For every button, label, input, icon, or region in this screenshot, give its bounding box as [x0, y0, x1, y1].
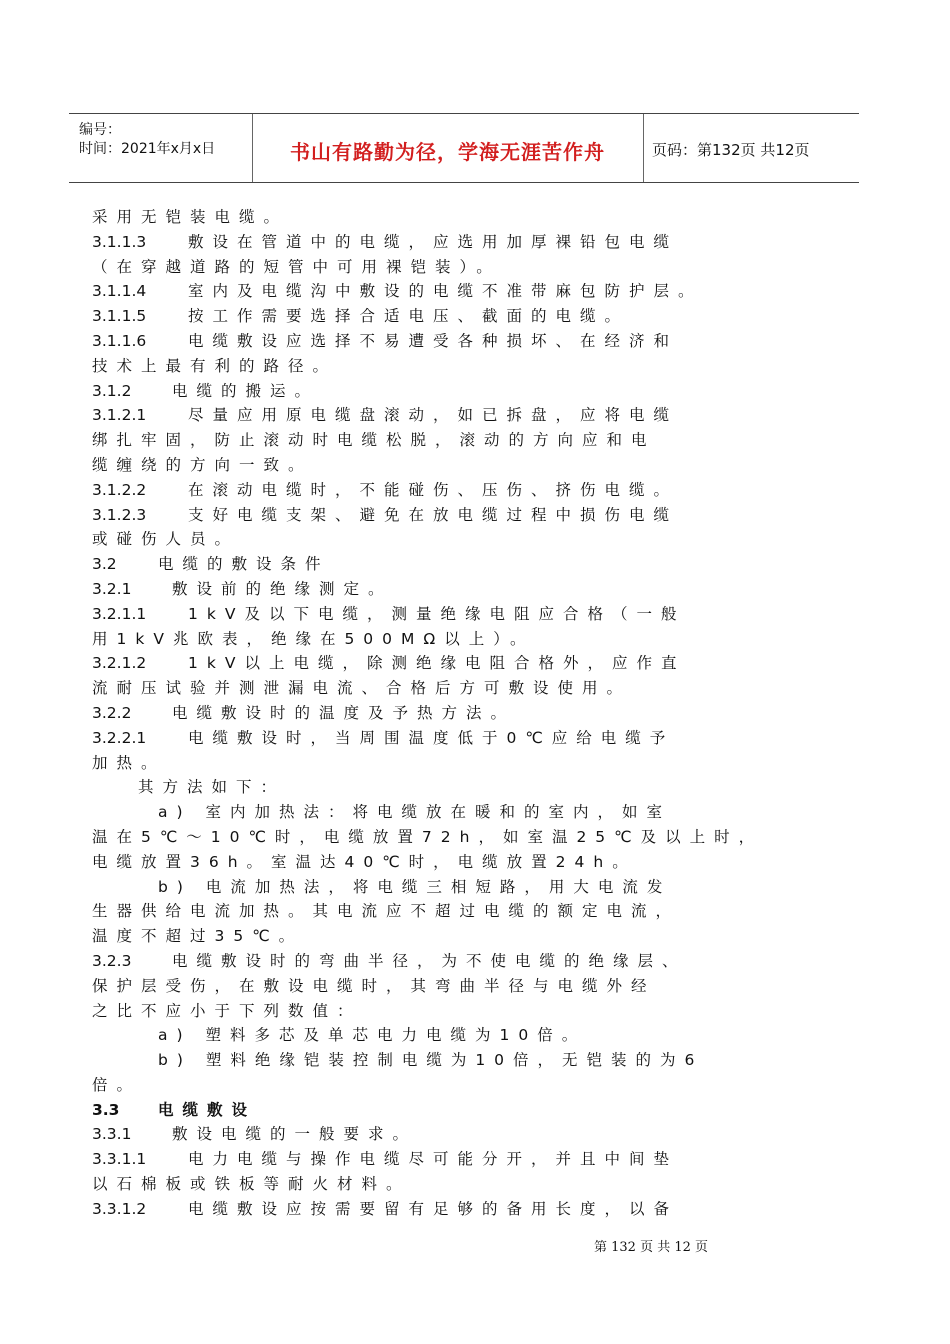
line-text: 1kV以上电缆，除测绝缘电阻合格外，应作直	[188, 654, 686, 673]
body-line	[92, 403, 852, 428]
line-text: 电缆敷设应选择不易遭受各种损坏、在经济和	[188, 331, 679, 350]
body-line	[92, 899, 852, 924]
body-line	[92, 1048, 852, 1073]
header-page-info: 页码：第132页 共12页	[652, 141, 810, 159]
line-text: a) 室内加热法：将电缆放在暖和的室内，如室	[158, 803, 671, 822]
body-line	[92, 751, 852, 776]
body-line	[92, 1197, 852, 1222]
body-line	[92, 527, 852, 552]
line-text: 温度不超过35℃。	[92, 927, 304, 946]
body-line	[92, 651, 852, 676]
body-line	[92, 279, 852, 304]
line-text: 电缆敷设时的温度及予热方法。	[172, 703, 516, 722]
line-text: 电力电缆与操作电缆尽可能分开，并且中间垫	[188, 1150, 679, 1169]
body-line	[92, 503, 852, 528]
line-text: 以石棉板或铁板等耐火材料。	[92, 1175, 411, 1194]
doc-time-label: 时间：2021年x月x日	[79, 141, 216, 157]
line-text: 温在5℃～10℃时，电缆放置72h，如室温25℃及以上时，	[92, 827, 764, 846]
line-text: a) 塑料多芯及单芯电力电缆为10倍。	[158, 1026, 587, 1045]
line-text: 采用无铠装电缆。	[92, 208, 289, 226]
body-line	[92, 1023, 852, 1048]
body-line	[92, 1098, 852, 1123]
line-text: 电缆放置36h。室温达40℃时，电缆放置24h。	[92, 852, 637, 871]
line-text: 敷设前的绝缘测定。	[172, 579, 393, 598]
line-text: 加热。	[92, 753, 166, 772]
line-text: b) 电流加热法，将电缆三相短路，用大电流发	[158, 877, 672, 896]
body-line	[92, 999, 852, 1024]
section-number: 3.3.1	[92, 1125, 132, 1144]
header-page-cell	[643, 114, 859, 182]
body-line	[92, 875, 852, 900]
line-text: 绑扎牢固，防止滚动时电缆松脱，滚动的方向应和电	[92, 431, 656, 450]
line-text: 电缆敷设时的弯曲半径，为不使电缆的绝缘层、	[172, 951, 687, 970]
line-text: 尽量应用原电缆盘滚动，如已拆盘，应将电缆	[188, 406, 679, 425]
line-text: 保护层受伤，在敷设电缆时，其弯曲半径与电缆外经	[92, 976, 656, 995]
body-line	[92, 255, 852, 280]
line-text: 室内及电缆沟中敷设的电缆不准带麻包防护层。	[188, 282, 703, 301]
body-line	[92, 428, 852, 453]
section-number: 3.1.1.5	[92, 307, 147, 326]
line-text: b) 塑料绝缘铠装控制电缆为10倍，无铠装的为6	[158, 1051, 704, 1070]
body-line	[92, 1073, 852, 1098]
header-meta-cell	[69, 114, 253, 182]
body-line	[92, 726, 852, 751]
section-number: 3.1.1.4	[92, 282, 147, 301]
section-number: 3.3	[92, 1100, 120, 1119]
line-text: 用1kV兆欧表，绝缘在500MΩ以上）。	[92, 629, 535, 648]
section-number: 3.1.2.2	[92, 480, 147, 499]
line-text: 电缆敷设时，当周围温度低于0℃应给电缆予	[188, 728, 675, 747]
line-text: （在穿越道路的短管中可用裸铠装）。	[92, 257, 501, 276]
body-line	[92, 676, 852, 701]
body-line	[92, 453, 852, 478]
body-line	[92, 1172, 852, 1197]
body-line	[92, 825, 852, 850]
line-text: 电缆敷设应按需要留有足够的备用长度，以备	[188, 1199, 679, 1218]
section-number: 3.3.1.2	[92, 1199, 147, 1218]
header-motto: 书山有路勤为径，学海无涯苦作舟	[290, 140, 605, 164]
body-line	[92, 354, 852, 379]
section-number: 3.2.1.1	[92, 604, 147, 623]
body-line	[92, 478, 852, 503]
section-number: 3.2	[92, 555, 117, 574]
section-number: 3.1.2.3	[92, 505, 147, 524]
body-line	[92, 627, 852, 652]
section-number: 3.1.1.6	[92, 331, 147, 350]
line-text: 缆缠绕的方向一致。	[92, 455, 313, 474]
body-line	[92, 329, 852, 354]
line-text: 支好电缆支架、避免在放电缆过程中损伤电缆	[188, 505, 679, 524]
line-text: 技术上最有利的路径。	[92, 356, 338, 375]
page-footer: 第 132 页 共 12 页	[594, 1240, 709, 1255]
body-line	[92, 800, 852, 825]
doc-code-label: 编号：	[79, 122, 121, 138]
section-number: 3.1.2.1	[92, 406, 147, 425]
section-number: 3.3.1.1	[92, 1150, 147, 1169]
section-number: 3.2.3	[92, 951, 132, 970]
section-number: 3.2.1.2	[92, 654, 147, 673]
line-text: 1kV及以下电缆，测量绝缘电阻应合格（一般	[188, 604, 686, 623]
body-line	[92, 230, 852, 255]
line-text: 生器供给电流加热。其电流应不超过电缆的额定电流，	[92, 902, 681, 921]
section-number: 3.2.2	[92, 703, 132, 722]
body-line	[92, 1122, 852, 1147]
body-line	[92, 949, 852, 974]
body-line	[92, 577, 852, 602]
line-text: 电缆的搬运。	[172, 381, 320, 400]
line-text: 其方法如下：	[138, 778, 286, 797]
body-line	[92, 701, 852, 726]
body-line	[92, 379, 852, 404]
body-line	[92, 924, 852, 949]
line-text: 敷设电缆的一般要求。	[172, 1125, 418, 1144]
body-line	[92, 775, 852, 800]
line-text: 倍。	[92, 1075, 142, 1094]
section-number: 3.1.2	[92, 381, 132, 400]
body-line	[92, 1147, 852, 1172]
body-line	[92, 304, 852, 329]
line-text: 之比不应小于下列数值：	[92, 1001, 362, 1020]
line-text: 敷设在管道中的电缆，应选用加厚裸铅包电缆	[188, 232, 679, 251]
section-number: 3.1.1.3	[92, 232, 147, 251]
document-body	[92, 205, 852, 1222]
section-number: 3.2.1	[92, 579, 132, 598]
line-text: 在滚动电缆时，不能碰伤、压伤、挤伤电缆。	[188, 480, 679, 499]
line-text: 按工作需要选择合适电压、截面的电缆。	[188, 307, 630, 326]
body-line	[92, 552, 852, 577]
section-number: 3.2.2.1	[92, 728, 147, 747]
header-motto-cell	[252, 114, 644, 182]
line-text: 电缆的敷设条件	[158, 555, 330, 574]
body-line	[92, 602, 852, 627]
line-text: 电缆敷设	[158, 1100, 257, 1119]
line-text: 流耐压试验并测泄漏电流、合格后方可敷设使用。	[92, 679, 632, 698]
page-header	[69, 113, 859, 183]
body-line	[92, 850, 852, 875]
body-line	[92, 205, 852, 230]
line-text: 或碰伤人员。	[92, 530, 240, 549]
body-line	[92, 974, 852, 999]
